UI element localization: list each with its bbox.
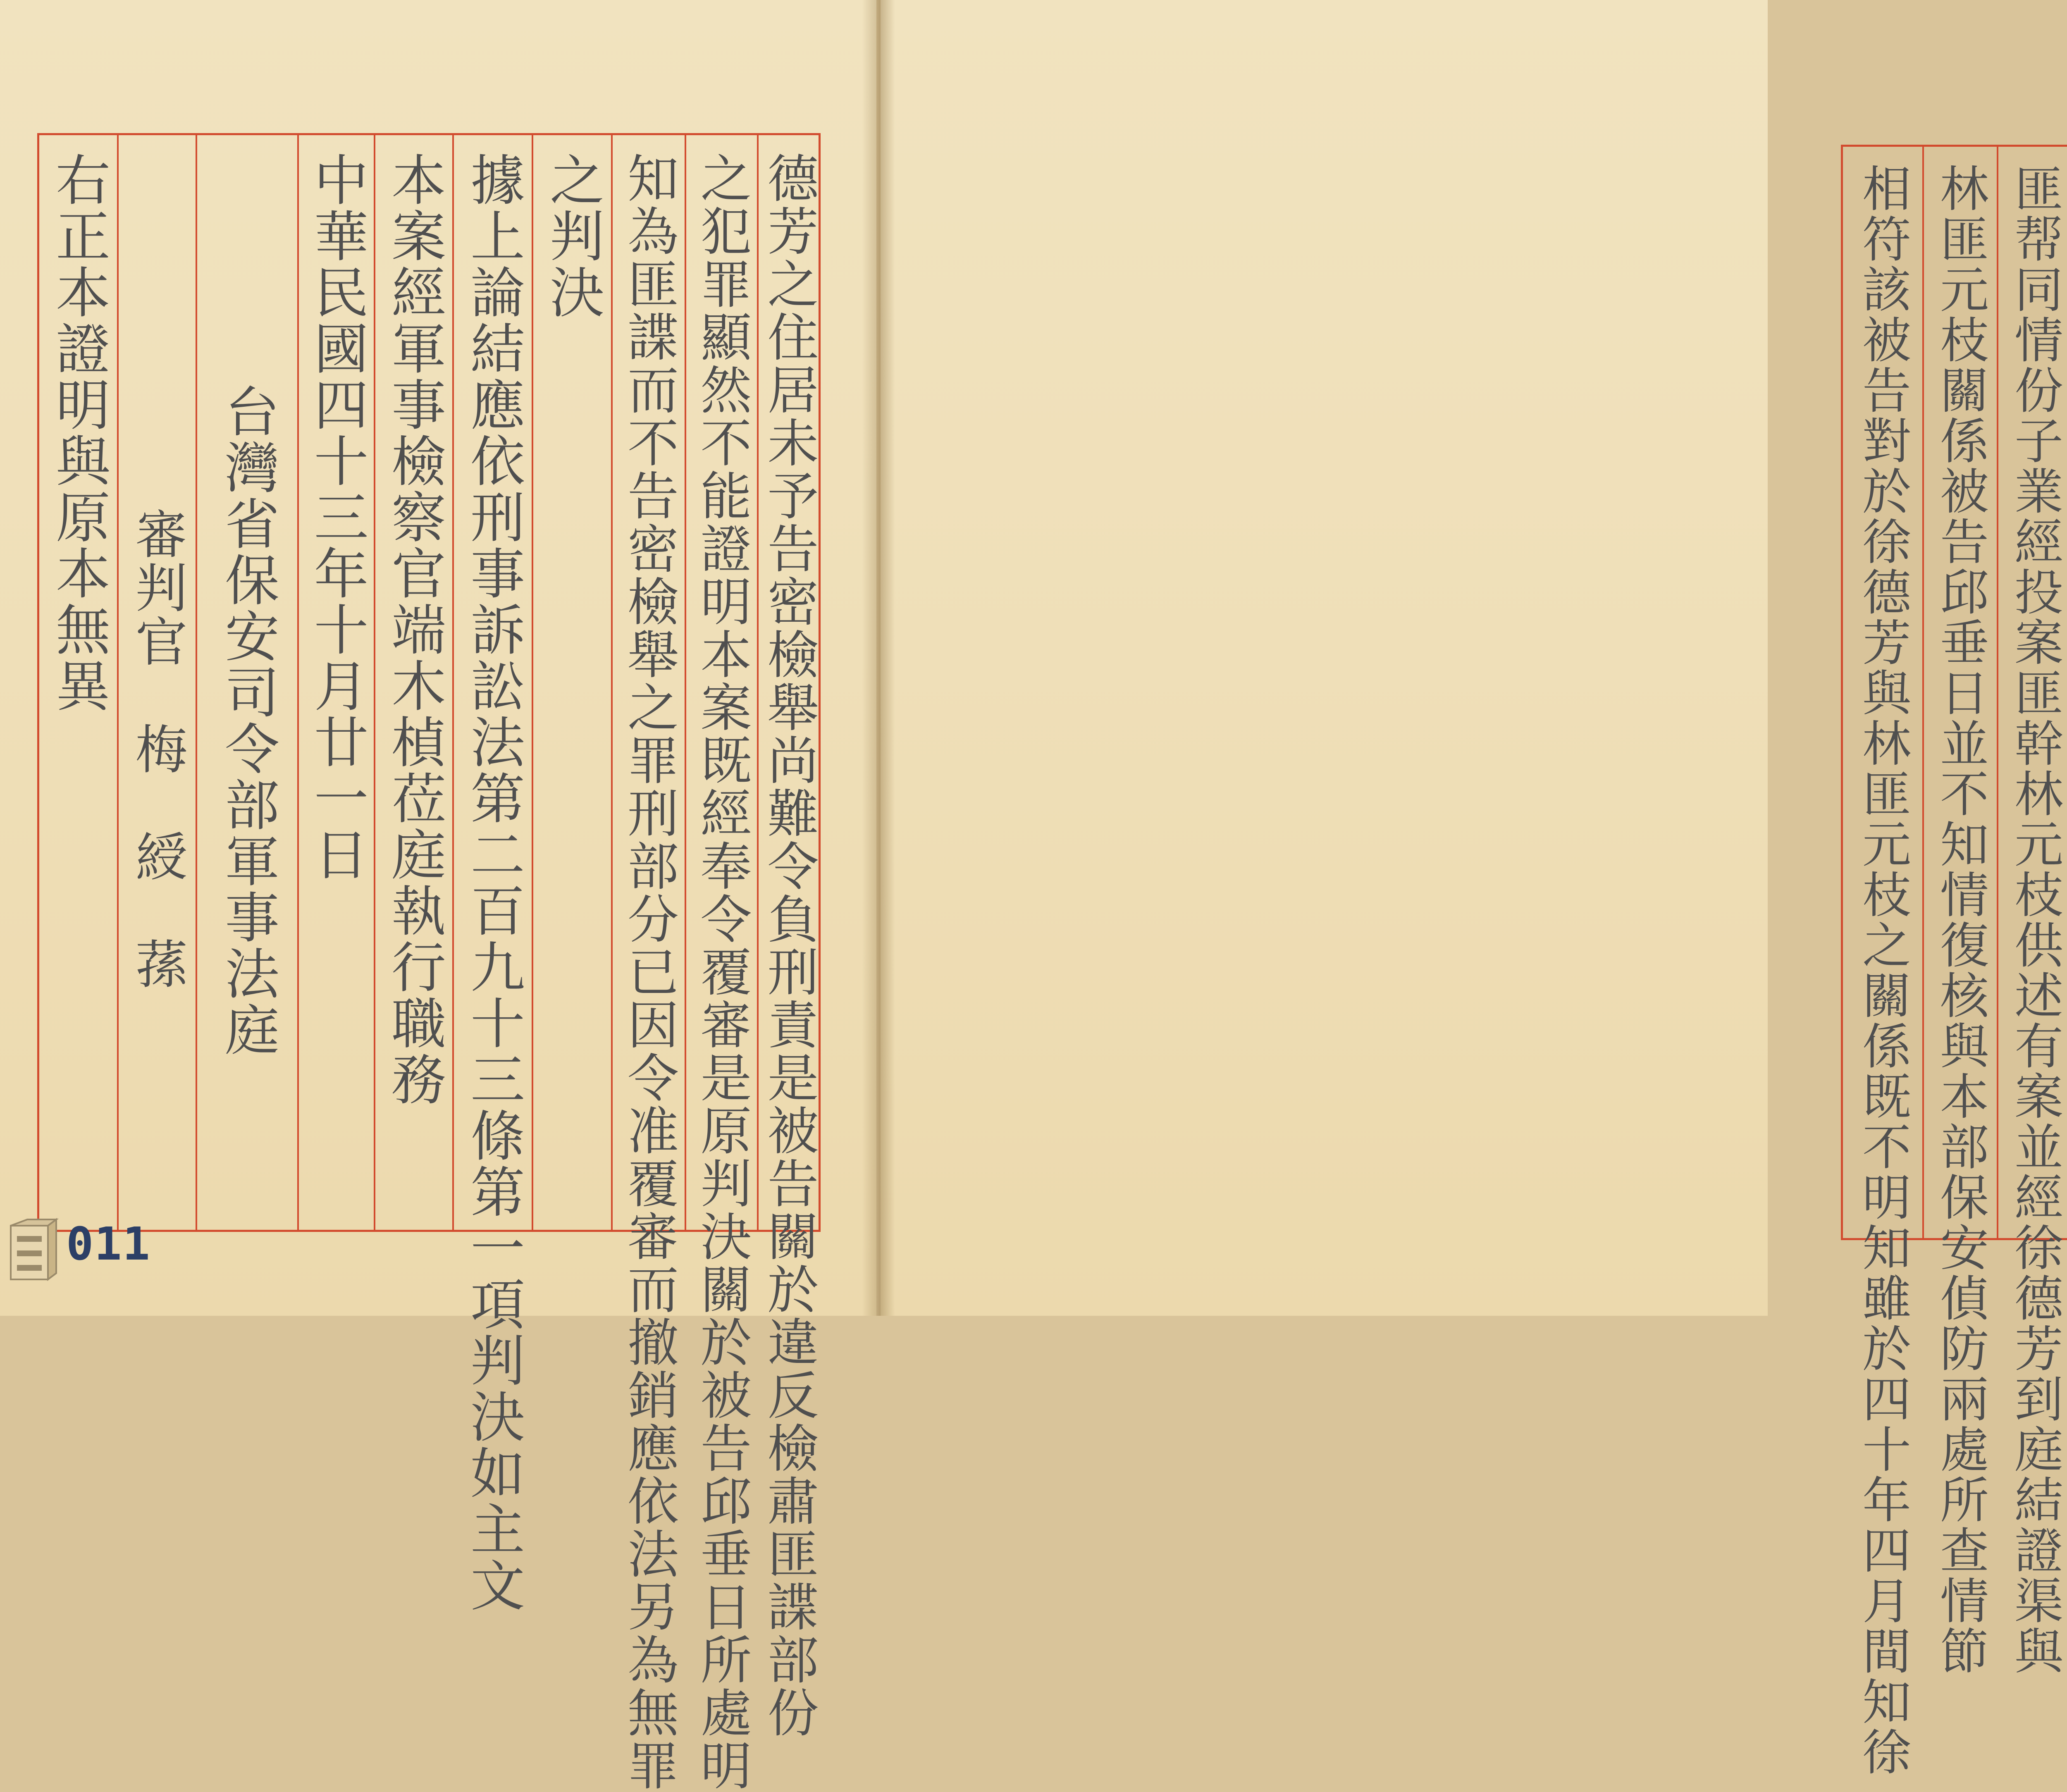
right-col-10 [1843,147,1922,1777]
left-col-2 [117,135,196,1230]
judgment-label: 之判決 [540,152,604,320]
judgment-date: 中華民國四十三年十月廿一日 [304,152,368,883]
court-name: 台灣省保安司令部軍事法庭 [215,383,279,1058]
body-text-r9: 林匪元枝關係被告邱垂日並不知情復核與本部保安偵防兩處所查情節 [1932,163,1989,1676]
right-page [881,0,2063,1777]
prosecutor-text: 本案經軍事檢察官端木楨莅庭執行職務 [382,152,446,1107]
left-col-5 [374,135,452,1230]
certification-text: 右正本證明與原本無異 [46,152,110,714]
body-text-3: 知為匪諜而不告密檢舉之罪刑部分已因令准覆審而撤銷應依法另為無罪 [619,152,678,1792]
right-page-frame [1841,145,2067,1777]
body-text-2: 之犯罪顯然不能證明本案既經奉令覆審是原判決關於被告邱垂日所處明 [692,152,752,1792]
left-col-4 [297,135,374,1230]
body-text-r8: 匪帮同情份子業經投案匪幹林元枝供述有案並經徐德芳到庭結證渠與 [2006,163,2063,1676]
right-col-9 [1922,147,1997,1676]
left-col-10 [757,135,819,1739]
left-col-7 [532,135,611,1230]
right-col-8 [1997,147,2067,1676]
archive-stamp-icon [2,1217,60,1288]
legal-basis: 據上論結應依刑事訴訟法第二百九十三條第一項判決如主文 [461,152,525,1613]
body-text-r10: 相符該被告對於徐德芳與林匪元枝之關係既不明知雖於四十年四月間知徐 [1854,163,1911,1777]
left-col-1 [39,135,117,1230]
left-col-3 [196,135,297,1230]
left-col-6 [452,135,532,1613]
judge-signature: 審判官 梅 綬 蓀 [127,507,188,991]
page-number: 011 [66,1217,151,1270]
left-page [0,0,876,1792]
left-col-8 [611,135,685,1792]
book-spine [862,0,895,1316]
left-col-9 [685,135,757,1792]
body-text-1: 德芳之住居未予告密檢舉尚難令負刑責是被告關於違反檢肅匪諜部份 [759,152,819,1739]
